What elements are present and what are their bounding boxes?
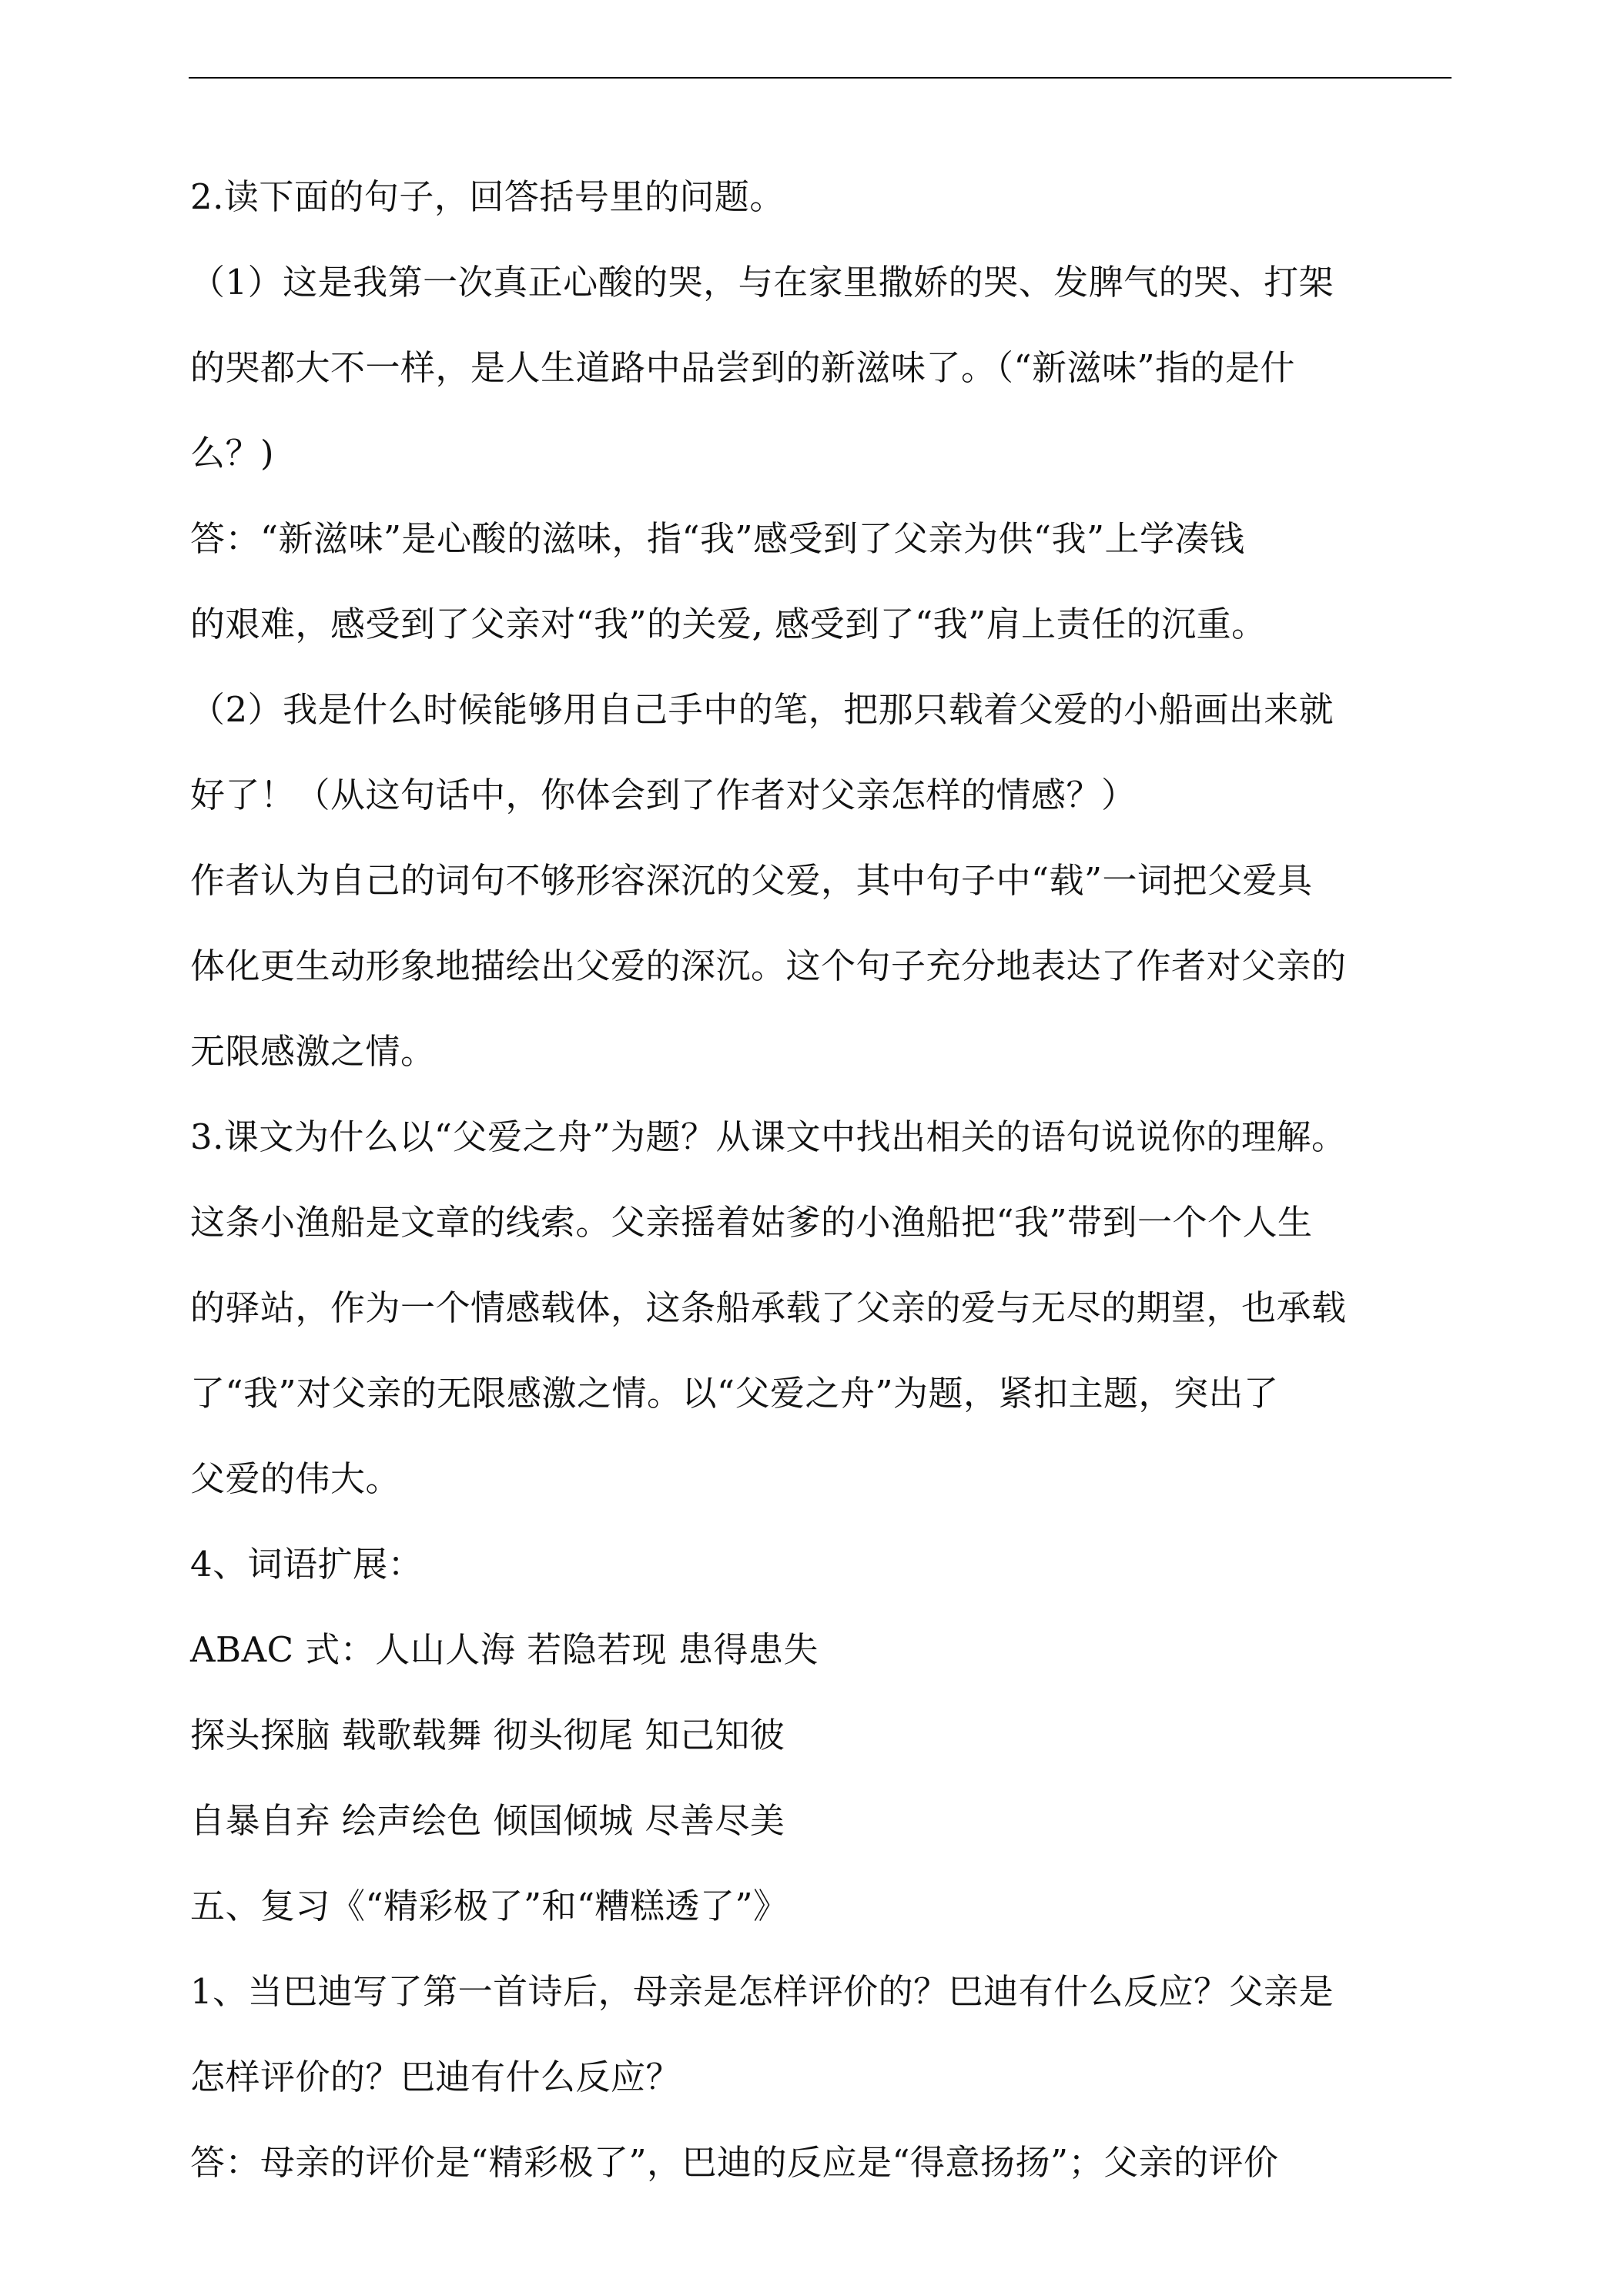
text-line: 答：“新滋味”是心酸的滋味，指“我”感受到了父亲为供“我”上学凑钱 [190, 518, 1245, 559]
text-line: 了“我”对父亲的无限感激之情。以“父爱之舟”为题，紧扣主题，突出了 [190, 1373, 1279, 1414]
text-line: 五、复习《“精彩极了”和“糟糕透了”》 [190, 1886, 789, 1926]
text-line: 的哭都大不一样，是人生道路中品尝到的新滋味了。（“新滋味”指的是什 [190, 347, 1296, 388]
document-body [190, 154, 1453, 2205]
text-line: ABAC 式：人山人海 若隐若现 患得患失 [190, 1629, 819, 1670]
text-line: 怎样评价的？巴迪有什么反应？ [190, 2057, 681, 2097]
text-line: 答：母亲的评价是“精彩极了”，巴迪的反应是“得意扬扬”；父亲的评价 [190, 2142, 1279, 2183]
text-line: 无限感激之情。 [190, 1031, 436, 1072]
text-line: 探头探脑 载歌载舞 彻头彻尾 知己知彼 [190, 1715, 785, 1755]
text-line: 作者认为自己的词句不够形容深沉的父爱，其中句子中“载”一词把父爱具 [190, 860, 1313, 901]
text-line: （1）这是我第一次真正心酸的哭，与在家里撒娇的哭、发脾气的哭、打架 [190, 262, 1334, 303]
header-rule [189, 77, 1452, 79]
text-line: 体化更生动形象地描绘出父爱的深沉。这个句子充分地表达了作者对父亲的 [190, 946, 1347, 986]
text-line: 2.读下面的句子，回答括号里的问题。 [190, 176, 785, 217]
text-line: 这条小渔船是文章的线索。父亲摇着姑爹的小渔船把“我”带到一个个人生 [190, 1202, 1313, 1243]
text-line: （2）我是什么时候能够用自己手中的笔，把那只载着父爱的小船画出来就 [190, 689, 1334, 730]
text-line: 好了！（从这句话中，你体会到了作者对父亲怎样的情感？） [190, 775, 1137, 815]
text-line: 父爱的伟大。 [190, 1458, 401, 1499]
text-line: 自暴自弃 绘声绘色 倾国倾城 尽善尽美 [190, 1800, 785, 1841]
text-line: 的艰难，感受到了父亲对“我”的关爱, 感受到了“我”肩上责任的沉重。 [190, 604, 1267, 644]
text-line: 的驿站，作为一个情感载体，这条船承载了父亲的爱与无尽的期望，也承载 [190, 1287, 1347, 1328]
text-line: 4、词语扩展： [190, 1544, 424, 1585]
text-line: 3.课文为什么以“父爱之舟”为题？从课文中找出相关的语句说说你的理解。 [190, 1116, 1347, 1157]
text-line: 么？) [190, 433, 275, 474]
text-line: 1、当巴迪写了第一首诗后，母亲是怎样评价的？巴迪有什么反应？父亲是 [190, 1971, 1334, 2012]
